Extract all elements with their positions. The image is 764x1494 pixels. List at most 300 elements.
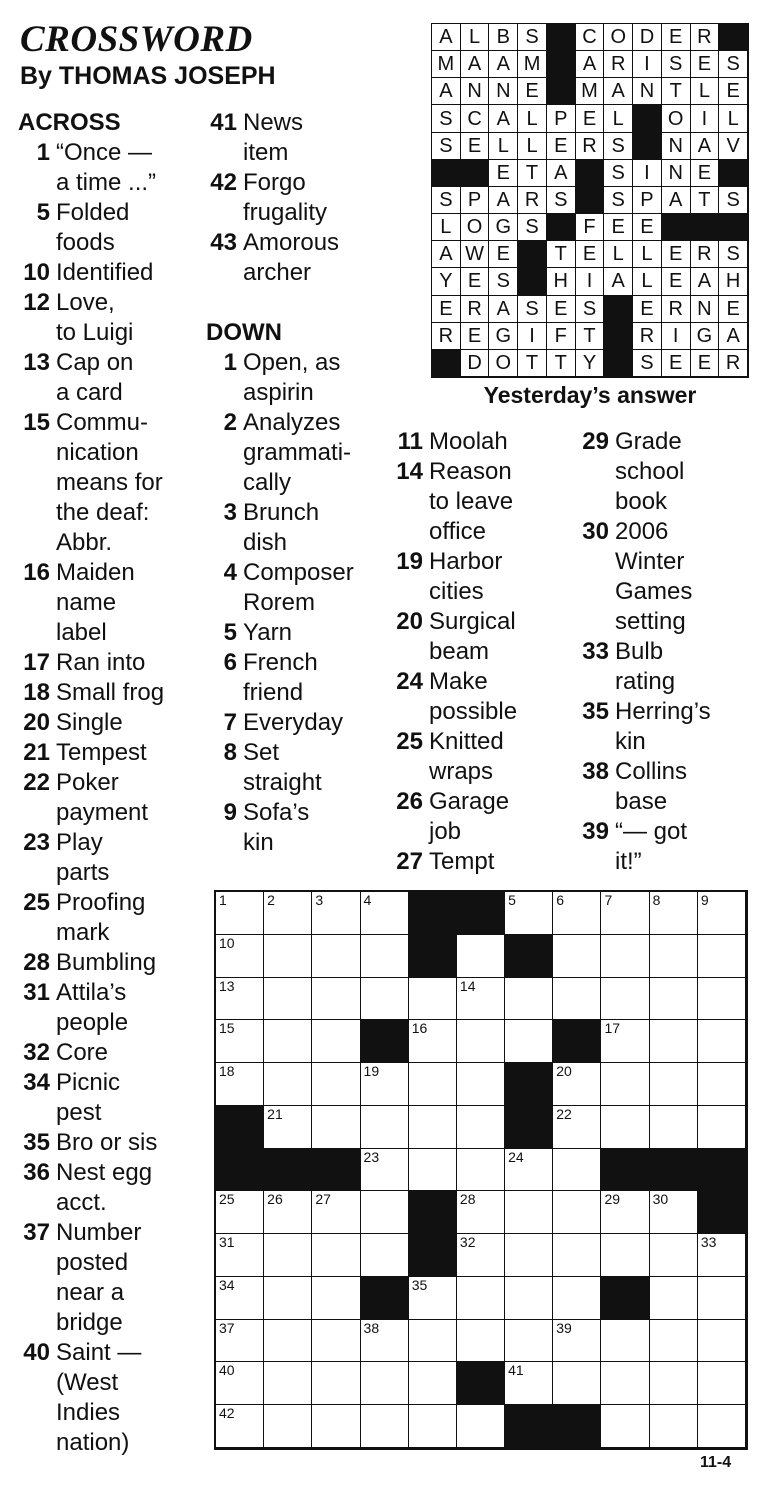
answer-black-square <box>547 78 576 105</box>
grid-cell[interactable] <box>361 1320 409 1363</box>
grid-cell[interactable] <box>698 1106 746 1149</box>
grid-cell-number: 38 <box>363 1319 380 1336</box>
grid-cell[interactable] <box>650 935 698 978</box>
clue-line: aspirin <box>243 379 314 406</box>
grid-cell[interactable] <box>601 1063 649 1106</box>
grid-cell[interactable] <box>361 892 409 935</box>
grid-cell[interactable] <box>457 1149 505 1192</box>
answer-letter-cell: R <box>662 296 691 323</box>
clue-line: means for <box>56 469 163 496</box>
grid-cell[interactable] <box>264 1277 312 1320</box>
answer-letter-cell: R <box>604 51 633 78</box>
grid-cell[interactable] <box>409 1320 457 1363</box>
down-clue-27 <box>389 847 561 877</box>
answer-letter-cell: H <box>547 268 576 295</box>
grid-cell[interactable] <box>698 1405 746 1448</box>
grid-cell[interactable] <box>601 1106 649 1149</box>
clue-line: Attila’s <box>56 979 127 1006</box>
grid-cell[interactable] <box>361 1234 409 1277</box>
clue-line: Grade <box>615 428 682 455</box>
clue-text <box>615 427 756 517</box>
grid-cell[interactable] <box>216 1063 264 1106</box>
answer-letter-cell: B <box>489 24 518 51</box>
across-heading: ACROSS <box>18 109 121 136</box>
answer-letter-cell: E <box>633 214 662 241</box>
clue-text <box>429 607 561 667</box>
grid-cell[interactable] <box>505 1191 553 1234</box>
answer-black-square <box>547 24 576 51</box>
down-clue-39 <box>576 817 756 877</box>
clue-text <box>243 108 382 168</box>
grid-cell[interactable] <box>457 1405 505 1448</box>
answer-letter-cell: A <box>604 78 633 105</box>
clue-number: 10 <box>23 259 50 286</box>
grid-cell[interactable] <box>264 1362 312 1405</box>
grid-black-square <box>361 1020 409 1063</box>
grid-cell[interactable] <box>650 1234 698 1277</box>
clue-number: 11 <box>397 428 423 455</box>
grid-cell-number: 18 <box>219 1063 235 1080</box>
grid-cell[interactable] <box>505 1277 553 1320</box>
clue-line: bridge <box>56 1309 123 1336</box>
clue-line: Picnic <box>56 1069 121 1096</box>
clue-number: 20 <box>396 608 423 635</box>
answer-black-square <box>547 214 576 241</box>
clue-line: Everyday <box>243 709 344 736</box>
answer-letter-cell: L <box>633 241 662 268</box>
answer-letter-cell: E <box>461 133 490 160</box>
answer-letter-cell: N <box>489 78 518 105</box>
answer-letter-cell: A <box>691 268 720 295</box>
grid-cell[interactable] <box>409 1106 457 1149</box>
grid-cell[interactable] <box>553 1320 601 1363</box>
answer-letter-cell: S <box>719 241 748 268</box>
grid-cell[interactable] <box>457 1320 505 1363</box>
grid-cell[interactable] <box>216 1277 264 1320</box>
grid-cell-number: 26 <box>267 1191 283 1208</box>
clue-line: Harbor <box>429 548 503 575</box>
clue-number: 24 <box>396 668 423 695</box>
answer-letter-cell: P <box>461 187 490 214</box>
grid-cell[interactable] <box>553 1191 601 1234</box>
answer-letter-cell: L <box>604 241 633 268</box>
clue-line: item <box>243 139 289 166</box>
answer-letter-cell: E <box>662 350 691 377</box>
clue-number: 7 <box>223 709 237 736</box>
clue-line: pest <box>56 1099 102 1126</box>
down-clue-9 <box>206 798 382 858</box>
grid-cell[interactable] <box>601 1320 649 1363</box>
grid-cell[interactable] <box>216 935 264 978</box>
clue-line: nication <box>56 439 139 466</box>
answer-letter-cell: I <box>633 51 662 78</box>
clue-line: Bulb <box>615 638 664 665</box>
grid-cell[interactable] <box>650 1020 698 1063</box>
grid-cell[interactable] <box>409 1063 457 1106</box>
clue-text <box>429 787 561 847</box>
clue-number: 12 <box>23 289 50 316</box>
grid-cell[interactable] <box>409 978 457 1021</box>
clue-text <box>56 708 196 738</box>
grid-cell[interactable] <box>361 1362 409 1405</box>
clue-text <box>56 1218 196 1338</box>
grid-cell[interactable] <box>361 1405 409 1448</box>
grid-cell[interactable] <box>601 1405 649 1448</box>
grid-cell[interactable] <box>553 978 601 1021</box>
grid-cell[interactable] <box>216 1405 264 1448</box>
answer-letter-cell: E <box>691 51 720 78</box>
clue-line: parts <box>56 859 110 886</box>
clue-line: name <box>56 589 117 616</box>
answer-letter-cell: R <box>691 24 720 51</box>
down-clue-19 <box>389 547 561 607</box>
grid-cell[interactable] <box>505 978 553 1021</box>
grid-cell[interactable] <box>457 978 505 1021</box>
grid-cell[interactable] <box>650 1106 698 1149</box>
clue-line: rating <box>615 668 676 695</box>
clue-line: Brunch <box>243 499 320 526</box>
grid-cell-number: 15 <box>219 1020 235 1037</box>
clue-line: Core <box>56 1039 109 1066</box>
answer-letter-cell: A <box>662 187 691 214</box>
grid-cell[interactable] <box>553 1234 601 1277</box>
grid-cell[interactable] <box>650 892 698 935</box>
answer-black-square <box>518 241 547 268</box>
across-clue-18 <box>18 678 196 708</box>
grid-cell[interactable] <box>698 1320 746 1363</box>
grid-cell[interactable] <box>553 1277 601 1320</box>
grid-cell[interactable] <box>264 1405 312 1448</box>
answer-letter-cell: S <box>432 105 461 132</box>
grid-cell[interactable] <box>457 1106 505 1149</box>
grid-cell[interactable] <box>505 1149 553 1192</box>
answer-letter-cell: O <box>604 24 633 51</box>
answer-letter-cell: T <box>518 160 547 187</box>
answer-letter-cell: O <box>489 350 518 377</box>
grid-cell[interactable] <box>601 892 649 935</box>
answer-letter-cell: E <box>489 241 518 268</box>
grid-cell[interactable] <box>650 1320 698 1363</box>
clue-line: Garage <box>429 788 510 815</box>
clue-line: “Once — <box>56 139 153 166</box>
clue-number: 34 <box>23 1069 50 1096</box>
answer-letter-cell: N <box>633 78 662 105</box>
grid-black-square <box>553 1405 601 1448</box>
clue-line: Bumbling <box>56 949 157 976</box>
grid-cell[interactable] <box>698 892 746 935</box>
grid-cell[interactable] <box>505 1320 553 1363</box>
grid-black-square <box>409 892 457 935</box>
grid-cell[interactable] <box>361 935 409 978</box>
grid-cell[interactable] <box>553 1362 601 1405</box>
clue-text <box>56 948 196 978</box>
clue-line: Poker <box>56 769 119 796</box>
clue-text <box>56 558 196 648</box>
clue-text <box>56 408 196 558</box>
clue-line: Maiden <box>56 559 135 586</box>
grid-cell[interactable] <box>264 1234 312 1277</box>
grid-black-square <box>409 1191 457 1234</box>
grid-cell[interactable] <box>553 892 601 935</box>
answer-letter-cell: O <box>662 105 691 132</box>
clue-line: setting <box>615 608 686 635</box>
clue-line: to leave <box>429 488 514 515</box>
grid-cell[interactable] <box>650 1405 698 1448</box>
grid-cell[interactable] <box>312 1106 360 1149</box>
clue-line: nation) <box>56 1429 130 1456</box>
grid-cell[interactable] <box>650 1191 698 1234</box>
clue-line: cities <box>429 578 484 605</box>
answer-letter-cell: I <box>576 268 605 295</box>
grid-cell[interactable] <box>312 1320 360 1363</box>
answer-letter-cell: G <box>691 323 720 350</box>
answer-black-square <box>604 296 633 323</box>
across-clue-37 <box>18 1218 196 1338</box>
grid-cell[interactable] <box>409 1362 457 1405</box>
clue-line: 2006 <box>615 518 669 545</box>
clue-line: Saint — <box>56 1339 142 1366</box>
answer-letter-cell: A <box>489 105 518 132</box>
answer-black-square <box>461 160 490 187</box>
answer-letter-cell: L <box>719 105 748 132</box>
grid-black-square <box>698 1191 746 1234</box>
down-clue-14 <box>389 457 561 547</box>
clue-line: cally <box>243 469 292 496</box>
grid-black-square <box>409 935 457 978</box>
grid-cell[interactable] <box>312 978 360 1021</box>
answer-letter-cell: S <box>547 187 576 214</box>
grid-cell[interactable] <box>361 978 409 1021</box>
clue-line: acct. <box>56 1189 107 1216</box>
grid-cell[interactable] <box>457 935 505 978</box>
grid-cell[interactable] <box>601 1191 649 1234</box>
grid-cell-number: 22 <box>556 1105 572 1122</box>
answer-letter-cell: N <box>691 296 720 323</box>
clue-line: Commu- <box>56 409 149 436</box>
grid-cell[interactable] <box>409 1405 457 1448</box>
across-clue-40 <box>18 1338 196 1458</box>
grid-cell[interactable] <box>264 1106 312 1149</box>
grid-cell[interactable] <box>650 1063 698 1106</box>
grid-cell[interactable] <box>409 1149 457 1192</box>
grid-cell[interactable] <box>650 1362 698 1405</box>
grid-cell[interactable] <box>264 1320 312 1363</box>
answer-letter-cell: S <box>518 24 547 51</box>
grid-cell[interactable] <box>698 1063 746 1106</box>
grid-cell-number: 10 <box>219 934 235 951</box>
answer-black-square <box>719 24 748 51</box>
grid-cell[interactable] <box>457 1191 505 1234</box>
grid-cell-number: 9 <box>700 892 709 908</box>
clue-line: Love, <box>56 289 115 316</box>
grid-black-square <box>505 1106 553 1149</box>
grid-cell[interactable] <box>361 1063 409 1106</box>
grid-cell[interactable] <box>601 1020 649 1063</box>
grid-cell[interactable] <box>698 1234 746 1277</box>
clue-number: 31 <box>23 979 50 1006</box>
byline: By THOMAS JOSEPH <box>20 62 276 90</box>
answer-letter-cell: E <box>576 241 605 268</box>
down-clue-3 <box>206 498 382 558</box>
grid-cell[interactable] <box>553 1063 601 1106</box>
clue-text <box>56 1338 196 1458</box>
clue-line: base <box>615 788 668 815</box>
grid-cell[interactable] <box>312 1234 360 1277</box>
clue-text <box>56 1038 196 1068</box>
grid-cell[interactable] <box>650 1277 698 1320</box>
clue-line: a card <box>56 379 123 406</box>
grid-cell[interactable] <box>601 1234 649 1277</box>
grid-cell[interactable] <box>361 1106 409 1149</box>
grid-cell[interactable] <box>312 892 360 935</box>
across-clue-36 <box>18 1158 196 1218</box>
grid-cell[interactable] <box>409 1277 457 1320</box>
grid-cell[interactable] <box>505 892 553 935</box>
grid-cell[interactable] <box>216 978 264 1021</box>
down-heading: DOWN <box>206 319 282 346</box>
grid-cell-number: 33 <box>700 1234 717 1251</box>
grid-cell[interactable] <box>601 1362 649 1405</box>
clue-line: kin <box>615 728 646 755</box>
grid-cell[interactable] <box>553 935 601 978</box>
down-clue-33 <box>576 637 756 697</box>
grid-black-square <box>650 1149 698 1192</box>
grid-cell[interactable] <box>601 935 649 978</box>
answer-letter-cell: R <box>633 323 662 350</box>
grid-cell-number: 19 <box>363 1063 380 1080</box>
grid-cell[interactable] <box>216 1320 264 1363</box>
across-clue-25 <box>18 888 196 948</box>
answer-letter-cell: E <box>547 296 576 323</box>
grid-cell[interactable] <box>505 1362 553 1405</box>
grid-cell[interactable] <box>264 978 312 1021</box>
answer-black-square <box>662 214 691 241</box>
clue-text <box>243 798 382 858</box>
grid-cell[interactable] <box>457 1020 505 1063</box>
grid-cell[interactable] <box>312 1277 360 1320</box>
clue-line: “— got <box>615 818 688 845</box>
grid-cell-number: 28 <box>459 1191 476 1208</box>
clue-number: 15 <box>23 409 50 436</box>
answer-letter-cell: S <box>719 51 748 78</box>
grid-cell[interactable] <box>361 1191 409 1234</box>
grid-cell[interactable] <box>216 1234 264 1277</box>
answer-black-square <box>691 214 720 241</box>
clue-line: possible <box>429 698 518 725</box>
grid-cell[interactable] <box>312 1362 360 1405</box>
answer-letter-cell: S <box>719 187 748 214</box>
clue-number: 36 <box>23 1159 50 1186</box>
answer-letter-cell: E <box>719 296 748 323</box>
grid-cell[interactable] <box>216 892 264 935</box>
grid-cell[interactable] <box>264 935 312 978</box>
answer-letter-cell: S <box>432 187 461 214</box>
across-clue-5 <box>18 198 196 258</box>
answer-letter-cell: A <box>576 51 605 78</box>
grid-cell-number: 30 <box>652 1191 669 1208</box>
grid-cell[interactable] <box>553 1149 601 1192</box>
clue-line: Open, as <box>243 349 341 376</box>
clue-line: Ran into <box>56 649 146 676</box>
answer-letter-cell: S <box>604 133 633 160</box>
clue-text <box>243 708 382 738</box>
clue-number: 18 <box>23 679 50 706</box>
grid-cell[interactable] <box>264 892 312 935</box>
grid-black-square <box>505 1405 553 1448</box>
answer-letter-cell: L <box>461 24 490 51</box>
grid-cell[interactable] <box>457 1234 505 1277</box>
grid-cell[interactable] <box>216 1362 264 1405</box>
grid-cell[interactable] <box>698 1277 746 1320</box>
grid-cell[interactable] <box>264 1020 312 1063</box>
grid-cell[interactable] <box>698 1020 746 1063</box>
answer-letter-cell: I <box>691 105 720 132</box>
grid-cell[interactable] <box>264 1063 312 1106</box>
grid-cell[interactable] <box>505 1234 553 1277</box>
answer-letter-cell: E <box>691 160 720 187</box>
down-clue-8 <box>206 738 382 798</box>
grid-cell[interactable] <box>312 935 360 978</box>
grid-cell[interactable] <box>312 1063 360 1106</box>
grid-cell[interactable] <box>264 1191 312 1234</box>
grid-cell[interactable] <box>505 1020 553 1063</box>
grid-cell[interactable] <box>312 1191 360 1234</box>
answer-letter-cell: A <box>432 78 461 105</box>
answer-letter-cell: E <box>662 268 691 295</box>
grid-cell[interactable] <box>361 1149 409 1192</box>
clue-line: Analyzes <box>243 409 341 436</box>
grid-cell[interactable] <box>698 935 746 978</box>
clue-number: 17 <box>23 649 50 676</box>
answer-black-square <box>547 51 576 78</box>
clue-number: 5 <box>223 619 237 646</box>
answer-letter-cell: C <box>461 105 490 132</box>
clue-line: Number <box>56 1219 142 1246</box>
clue-line: Cap on <box>56 349 134 376</box>
answer-letter-cell: N <box>461 78 490 105</box>
answer-black-square <box>518 268 547 295</box>
clue-line: label <box>56 619 107 646</box>
grid-cell[interactable] <box>457 1277 505 1320</box>
grid-cell-number: 3 <box>315 892 324 908</box>
clue-line: Amorous <box>243 229 340 256</box>
grid-cell-number: 42 <box>219 1405 235 1422</box>
clue-line: Tempest <box>56 739 147 766</box>
grid-cell[interactable] <box>312 1020 360 1063</box>
down-clue-30 <box>576 517 756 637</box>
down-clue-11 <box>389 427 561 457</box>
grid-cell[interactable] <box>216 1020 264 1063</box>
grid-cell-number: 27 <box>315 1191 331 1208</box>
grid-cell[interactable] <box>698 978 746 1021</box>
answer-caption: Yesterday’s answer <box>483 382 697 408</box>
grid-cell[interactable] <box>601 978 649 1021</box>
grid-cell[interactable] <box>650 978 698 1021</box>
grid-cell[interactable] <box>457 1063 505 1106</box>
answer-black-square <box>432 160 461 187</box>
answer-letter-cell: E <box>691 350 720 377</box>
clue-text <box>429 457 561 547</box>
across-clue-16 <box>18 558 196 648</box>
grid-cell[interactable] <box>409 1020 457 1063</box>
yesterdays-answer-grid <box>431 23 749 378</box>
grid-cell[interactable] <box>312 1405 360 1448</box>
grid-cell[interactable] <box>553 1106 601 1149</box>
grid-cell[interactable] <box>216 1191 264 1234</box>
grid-cell[interactable] <box>698 1362 746 1405</box>
answer-letter-cell: G <box>489 323 518 350</box>
answer-letter-cell: S <box>633 350 662 377</box>
